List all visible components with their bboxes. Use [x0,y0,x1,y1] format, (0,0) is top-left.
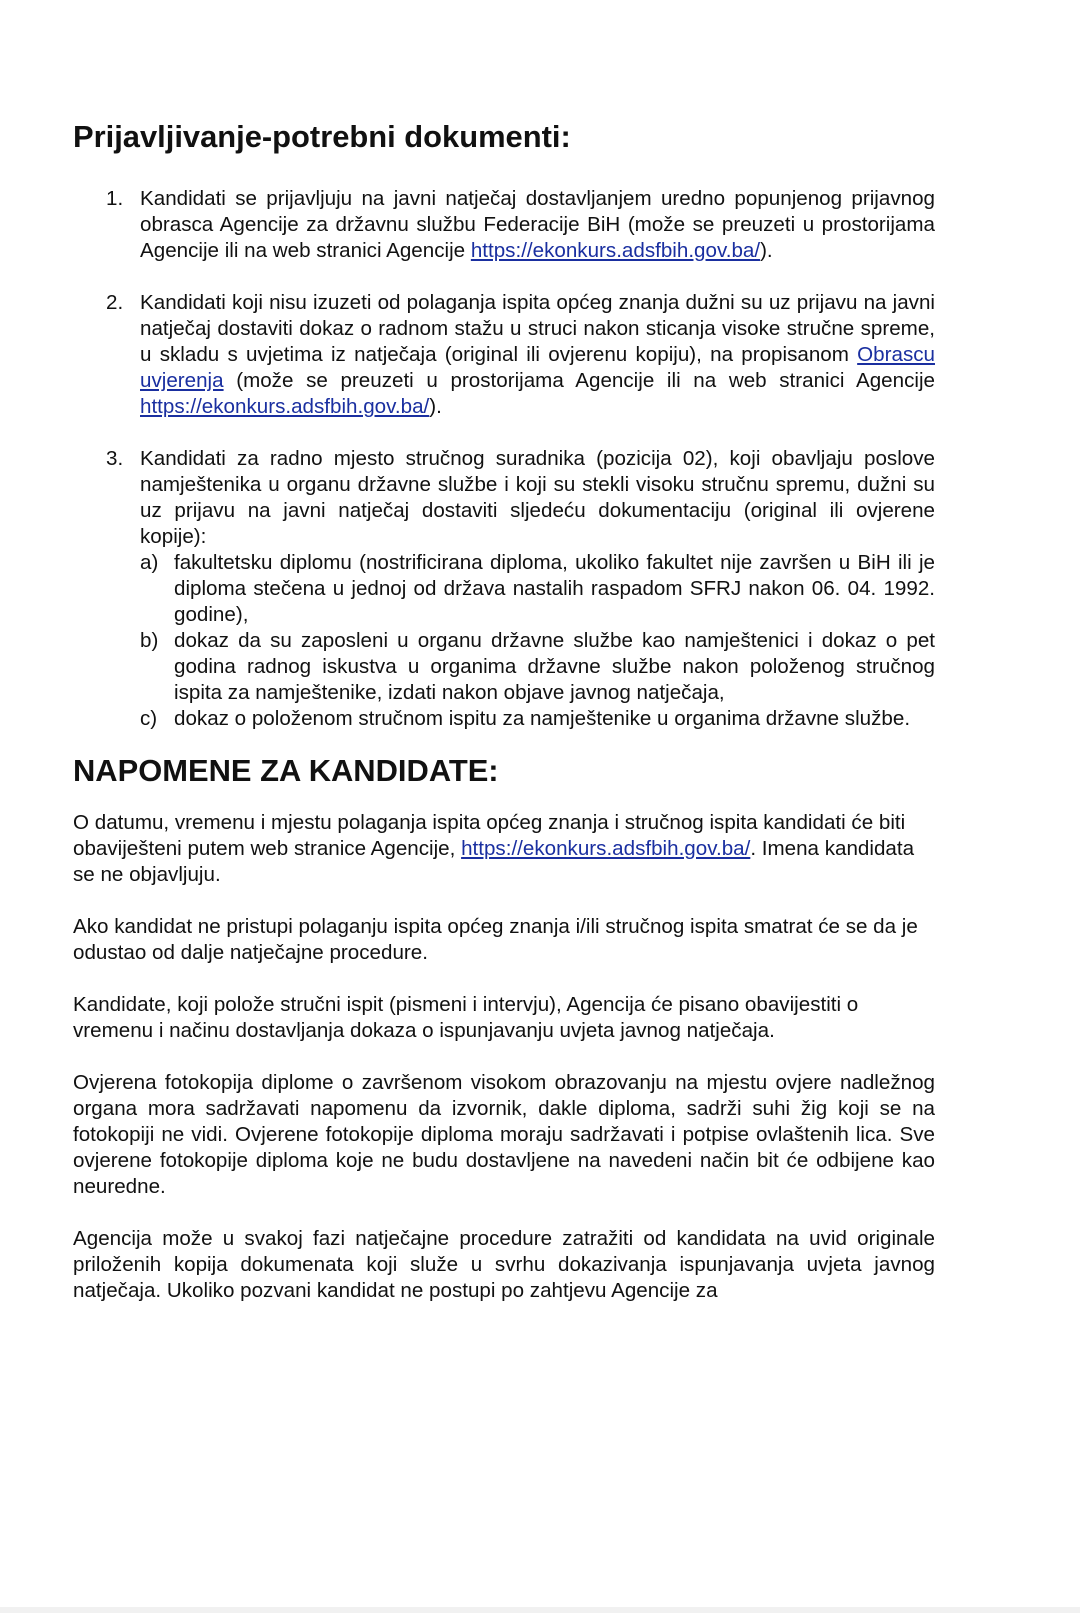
notes-paragraph-4: Ovjerena fotokopija diplome o završenom visokom obrazovanju na mjestu ovjere nadležnog organa mora sadržavati napomenu da izvornik, dakle diploma, sadrži suhi žig koji se na fotokopiji ne vidi. Ovjerene fotokopije diploma moraju sadržavati i potpise ovlaštenih lica. Sve ovjerene fotokopije diploma koje ne budu dostavljene na navedeni način bit će odbijene kao neuredne. [73,1071,935,1198]
list-item-3 [73,446,935,732]
sub-item-text: dokaz o položenom stručnom ispitu za namještenike u organima državne službe. [174,707,911,730]
item-text-end: ). [760,239,773,262]
item-text: Kandidati za radno mjesto stručnog suradnika (pozicija 02), koji obavljaju poslove namještenika u organu državne službe i koji su stekli visoku stručnu spremu, dužni su uz prijavu na javni natječaj dostaviti sljedeću dokumentaciju (original ili ovjerene kopije): [140,447,935,548]
item-text-end: ). [429,395,442,418]
notes-paragraph-3: Kandidate, koji polože stručni ispit (pismeni i intervju), Agencija će pisano obavijestiti o vremenu i načinu dostavljanja dokaza o ispunjavanju uvjeta javnog natječaja. [73,993,859,1042]
item-text: Kandidati koji nisu izuzeti od polaganja ispita općeg znanja dužni su uz prijavu na javni natječaj dostaviti dokaz o radnom stažu u struci nakon sticanja visoke stručne spreme, u skladu s uvjetima iz natječaja (original ili ovjerenu kopiju), na propisanom [140,291,935,366]
list-item-1 [73,186,935,264]
item-text: Kandidati se prijavljuju na javni natječaj dostavljanjem uredno popunjenog prijavnog obrasca Agencije za državnu službu Federacije BiH (može se preuzeti u prostorijama Agencije ili na web stranici Agencije [140,187,935,262]
notes-paragraph-1 [73,810,935,888]
sub-list [140,550,935,732]
section-heading-application: Prijavljivanje-potrebni dokumenti: [73,119,571,154]
sub-item-a [140,550,935,628]
sub-item-c [140,706,935,732]
sub-item-text: dokaz da su zaposleni u organu državne službe kao namještenici i dokaz o pet godina radnog iskustva u organima državne službe nakon položenog stručnog ispita za namještenike, izdati nakon objave javnog natječaja, [174,629,935,704]
list-number: 1. [106,187,124,210]
sub-item-text: fakultetsku diplomu (nostrificirana diploma, ukoliko fakultet nije završen u BiH ili je diploma stečena u jednoj od država nastalih raspadom SFRJ nakon 06. 04. 1992. godine), [174,551,935,626]
list-number: 2. [106,291,124,314]
list-number: 3. [106,447,124,470]
ekonkurs-link[interactable]: https://ekonkurs.adsfbih.gov.ba/ [140,395,430,418]
list-item-2 [73,290,935,420]
paragraph-text-end: . Imena kandidata se ne objavljuju. [73,837,915,886]
item-text-middle: (može se preuzeti u prostorijama Agencije ili na web stranici Agencije [223,369,935,392]
ekonkurs-link[interactable]: https://ekonkurs.adsfbih.gov.ba/ [461,837,751,860]
sub-item-label: c) [140,707,158,730]
notes-paragraph-5: Agencija može u svakoj fazi natječajne procedure zatražiti od kandidata na uvid originale priloženih kopija dokumenata koji služe u svrhu dokazivanja ispunjavanja uvjeta javnog natječaja. Ukoliko pozvani kandidat ne postupi po zahtjevu Agencije za [73,1227,935,1302]
section-heading-notes: NAPOMENE ZA KANDIDATE: [73,753,499,788]
ekonkurs-link[interactable]: https://ekonkurs.adsfbih.gov.ba/ [470,239,761,262]
required-documents-list [73,186,935,732]
notes-paragraph-2: Ako kandidat ne pristupi polaganju ispita općeg znanja i/ili stručnog ispita smatrat će se da je odustao od dalje natječajne procedure. [73,915,918,964]
page-bottom-edge [0,1607,1080,1613]
sub-item-b [140,628,935,706]
document-page [73,119,935,1330]
obrazac-uvjerenja-link[interactable]: Obrascu uvjerenja [140,343,935,392]
sub-item-label: a) [140,551,159,574]
paragraph-text: O datumu, vremenu i mjestu polaganja ispita općeg znanja i stručnog ispita kandidati će biti obaviješteni putem web stranice Agencije, [73,811,906,860]
sub-item-label: b) [140,629,159,652]
